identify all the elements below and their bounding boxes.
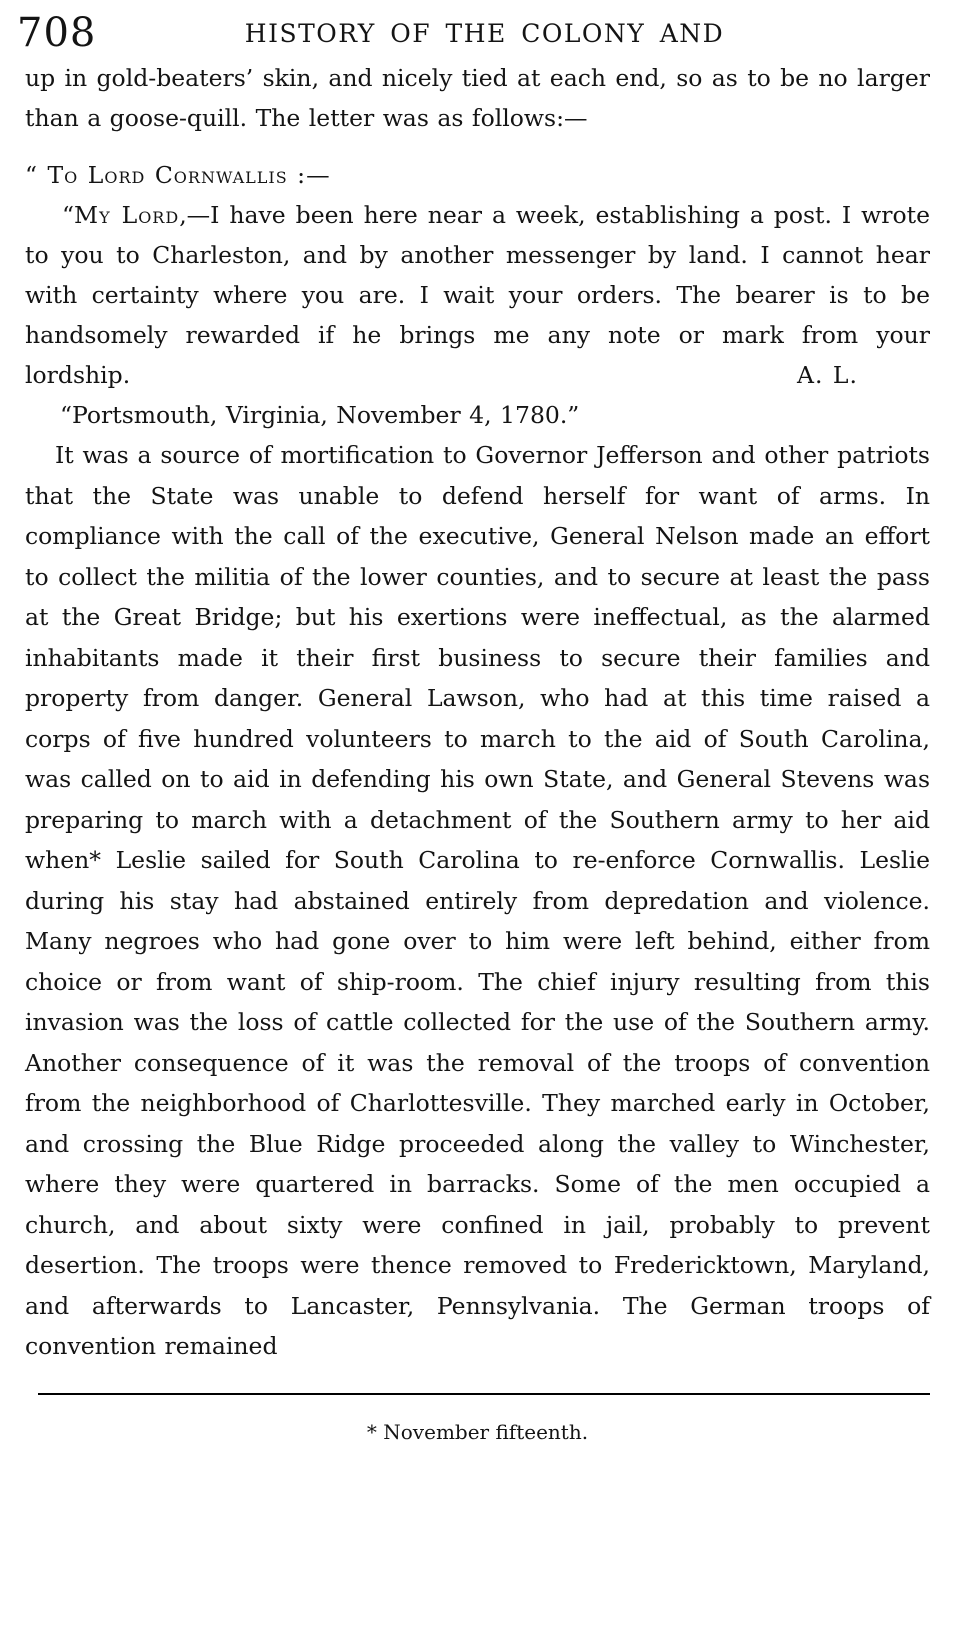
text-block	[0, 58, 969, 1367]
letter-signature: A. L.	[797, 361, 858, 389]
page-header	[0, 0, 969, 58]
page-number: 708	[17, 10, 97, 56]
letter-greeting: My Lord	[74, 201, 180, 229]
letter-body	[25, 195, 930, 395]
letter-open-quote: “	[62, 201, 75, 229]
letter-text: ,—I have been here near a week, establishing a post. I wrote to you to Charleston, and by another messenger by land. I cannot hear with certainty where you are. I wait your orders. The bearer is to be handsomely rewarded if he brings me any note or mark from your lordship.	[25, 201, 930, 389]
letter-salutation: “ To Lord Cornwallis :—	[25, 161, 331, 189]
letter-block	[25, 155, 930, 435]
main-paragraph: It was a source of mortification to Governor Jefferson and other patriots that the State was unable to defend herself for want of arms. In compliance with the call of the executive, General Nelson made an effort to collect the militia of the lower counties, and to secure at least the pass at the Great Bridge; but his exertions were ineffectual, as the alarmed inhabitants made it their first business to secure their families and property from danger. General Lawson, who had at this time raised a corps of five hundred volunteers to march to the aid of South Carolina, was called on to aid in defending his own State, and General Stevens was preparing to march with a detachment of the Southern army to her aid when* Leslie sailed for South Carolina to re-enforce Cornwallis. Leslie during his stay had abstained entirely from depredation and violence. Many negroes who had gone over to him were left behind, either from choice or from want of ship-room. The chief injury resulting from this invasion was the loss of cattle collected for the use of the Southern army. Another consequence of it was the removal of the troops of convention from the neighborhood of Charlottesville. They marched early in October, and crossing the Blue Ridge proceeded along the valley to Winchester, where they were quartered in barracks. Some of the men occupied a church, and about sixty were confined in jail, probably to prevent desertion. The troops were thence removed to Fredericktown, Maryland, and afterwards to Lancaster, Pennsylvania. The German troops of convention remained	[25, 441, 930, 1360]
running-header: HISTORY OF THE COLONY AND	[244, 19, 725, 48]
intro-paragraph: up in gold-beaters’ skin, and nicely tied at each end, so as to be no larger than a goose-quill. The letter was as follows:—	[25, 64, 930, 132]
footnote-rule	[38, 1393, 930, 1395]
footnote-area	[0, 1393, 969, 1447]
footnote-text: * November fifteenth.	[366, 1419, 589, 1444]
letter-dateline: “Portsmouth, Virginia, November 4, 1780.”	[60, 401, 580, 429]
